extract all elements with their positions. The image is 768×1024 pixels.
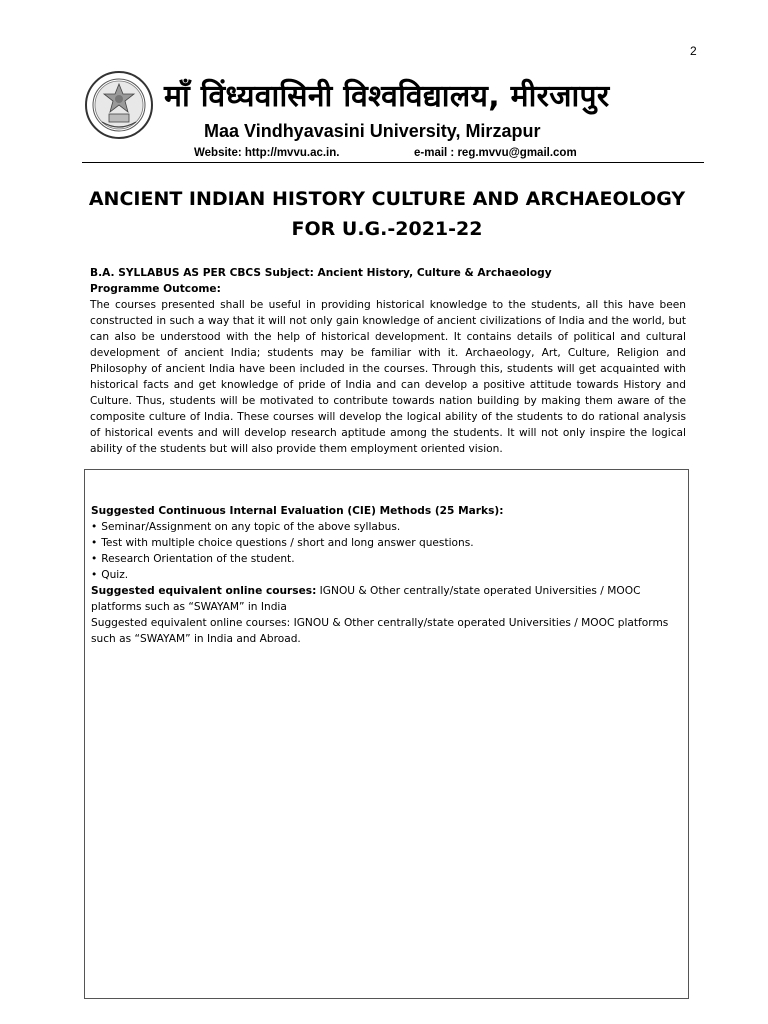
contact-row: [194, 147, 577, 159]
university-header: [84, 70, 706, 162]
cie-item: • Quiz.: [91, 567, 681, 583]
university-seal-logo: [84, 70, 154, 140]
email-link[interactable]: e-mail : reg.mvvu@gmail.com: [414, 147, 577, 159]
programme-outcome-text: The courses presented shall be useful in providing historical knowledge to the students, all this have been constructed in such a way that it will not only gain knowledge of ancient civilizations of India and the world, but can also be understood with the help of historical development. It contains details of political and cultural development of ancient India; students may be familiar with it. Archaeology, Art, Culture, Religion and Philosophy of ancient India have been included in the courses. Through this, students will get acquainted with historical facts and get knowledge of pride of India and can develop a positive attitude towards History and Culture. Thus, students will be motivated to contribute towards nation building by making them aware of the composite culture of India. These courses will develop the logical ability of the students to do rational analysis of historical events and will develop research aptitude among the students. It will not only inspire the logical ability of the students but will also provide them employment oriented vision.: [90, 299, 686, 455]
header-divider: [82, 162, 704, 163]
page-number: 2: [690, 44, 697, 58]
cie-list: [91, 519, 681, 583]
title-line-1: ANCIENT INDIAN HISTORY CULTURE AND ARCHAEOLOGY: [88, 188, 686, 210]
cie-item: • Seminar/Assignment on any topic of the above syllabus.: [91, 519, 681, 535]
cie-item: • Research Orientation of the student.: [91, 551, 681, 567]
online-courses-label: Suggested equivalent online courses:: [91, 585, 317, 597]
title-line-2: FOR U.G.-2021-22: [291, 218, 483, 240]
university-name-english: Maa Vindhyavasini University, Mirzapur: [204, 121, 541, 141]
intro-section: [90, 265, 686, 457]
subject-line: B.A. SYLLABUS AS PER CBCS Subject: Ancient History, Culture & Archaeology: [90, 267, 552, 279]
cie-item: • Test with multiple choice questions / short and long answer questions.: [91, 535, 681, 551]
online-courses-paragraph-1: [91, 583, 681, 615]
online-courses-text-1: IGNOU & Other centrally/state operated Universities / MOOC platforms such as “SWAYAM” in India: [91, 585, 641, 613]
cie-heading: Suggested Continuous Internal Evaluation (CIE) Methods (25 Marks):: [91, 505, 504, 517]
website-link[interactable]: Website: http://mvvu.ac.in.: [194, 147, 340, 159]
programme-outcome-heading: Programme Outcome:: [90, 283, 221, 295]
evaluation-box: [84, 469, 689, 999]
online-courses-paragraph-2: Suggested equivalent online courses: IGNOU & Other centrally/state operated Universities / MOOC platforms such as “SWAYAM” in India and Abroad.: [91, 617, 669, 645]
document-title: [60, 184, 714, 244]
evaluation-box-content: [91, 503, 681, 647]
university-name-hindi: माँ विंध्यवासिनी विश्वविद्यालय, मीरजापुर: [164, 79, 610, 114]
